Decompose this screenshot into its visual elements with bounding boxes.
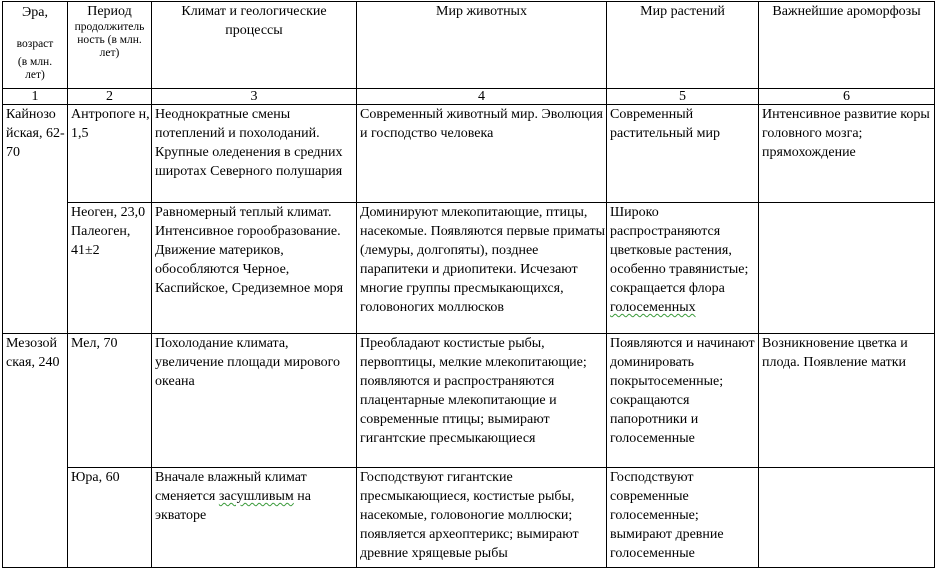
era-cell: Кайнозо йская, 62-70 [3, 105, 68, 334]
aromorph-cell [759, 203, 935, 334]
table-row [3, 468, 935, 568]
table-row [3, 203, 935, 334]
animals-cell: Преобладают костистые рыбы, первоптицы, мелкие млекопитающие; появляются и распространяются плацентарные млекопитающие и современные птицы; вымирают гигантские пресмыкающиеся [357, 334, 607, 468]
header-animals: Мир животных [357, 2, 607, 89]
plants-cell [607, 203, 759, 334]
column-number: 1 [3, 89, 68, 105]
period-cell [68, 203, 152, 334]
column-number-row [3, 89, 935, 105]
column-number: 5 [607, 89, 759, 105]
aromorph-cell [759, 468, 935, 568]
table-header-row [3, 2, 935, 89]
era-cell: Мезозой ская, 240 [3, 334, 68, 568]
header-period [68, 2, 152, 89]
period-neogene: Неоген, 23,0 [71, 205, 146, 220]
table-row [3, 105, 935, 203]
header-era [3, 2, 68, 89]
header-plants: Мир растений [607, 2, 759, 89]
climate-cell: Похолодание климата, увеличение площади мирового океана [152, 334, 357, 468]
plants-cell: Появляются и начинают доминировать покрытосеменные; сокращаются папоротники и голосеменные [607, 334, 759, 468]
animals-cell: Господствуют гигантские пресмыкающиеся, костистые рыбы, насекомые, головоногие моллюски; появляется археоптерикс; вымирают древние хрящевые рыбы [357, 468, 607, 568]
header-era-label: Эра, [22, 5, 48, 20]
column-number: 3 [152, 89, 357, 105]
table-row [3, 334, 935, 468]
header-era-sub2: (в млн. лет) [17, 56, 53, 81]
plants-cell: Современный растительный мир [607, 105, 759, 203]
climate-cell [152, 468, 357, 568]
period-paleogene: Палеоген, 41±2 [71, 224, 131, 258]
plants-text: Широко распространяются цветковые растения, особенно травянистые; сокращается флора [610, 205, 749, 296]
aromorph-cell: Интенсивное развитие коры головного мозга; прямохождение [759, 105, 935, 203]
column-number: 4 [357, 89, 607, 105]
climate-text: Вначале влажный климат сменяется [155, 470, 307, 504]
plants-text-marked: голосеменных [610, 300, 696, 315]
header-aromorph: Важнейшие ароморфозы [759, 2, 935, 89]
period-cell: Антропоге н, 1,5 [68, 105, 152, 203]
climate-cell: Неоднократные смены потеплений и похолоданий. Крупные оледенения в средних широтах Северного полушария [152, 105, 357, 203]
header-period-sub: продолжитель ность (в млн. лет) [74, 21, 145, 59]
period-cell: Юра, 60 [68, 468, 152, 568]
climate-text-marked: засушливым [218, 489, 294, 504]
animals-cell: Современный животный мир. Эволюция и господство человека [357, 105, 607, 203]
period-cell: Мел, 70 [68, 334, 152, 468]
climate-text-end: на экваторе [155, 489, 312, 523]
header-era-sub1: возраст [16, 38, 54, 50]
animals-cell: Доминируют млекопитающие, птицы, насекомые. Появляются первые приматы (лемуры, долгопяты), позднее парапитеки и дриопитеки. Исчезают многие группы пресмыкающихся, головоногих моллюсков [357, 203, 607, 334]
plants-cell: Господствуют современные голосеменные; вымирают древние голосеменные [607, 468, 759, 568]
column-number: 6 [759, 89, 935, 105]
aromorph-cell: Возникновение цветка и плода. Появление матки [759, 334, 935, 468]
climate-cell: Равномерный теплый климат. Интенсивное горообразование. Движение материков, обособляются Черное, Каспийское, Средиземное моря [152, 203, 357, 334]
header-period-label: Период [87, 4, 132, 19]
geochronology-table [2, 1, 935, 568]
column-number: 2 [68, 89, 152, 105]
header-climate: Климат и геологические процессы [152, 2, 357, 89]
